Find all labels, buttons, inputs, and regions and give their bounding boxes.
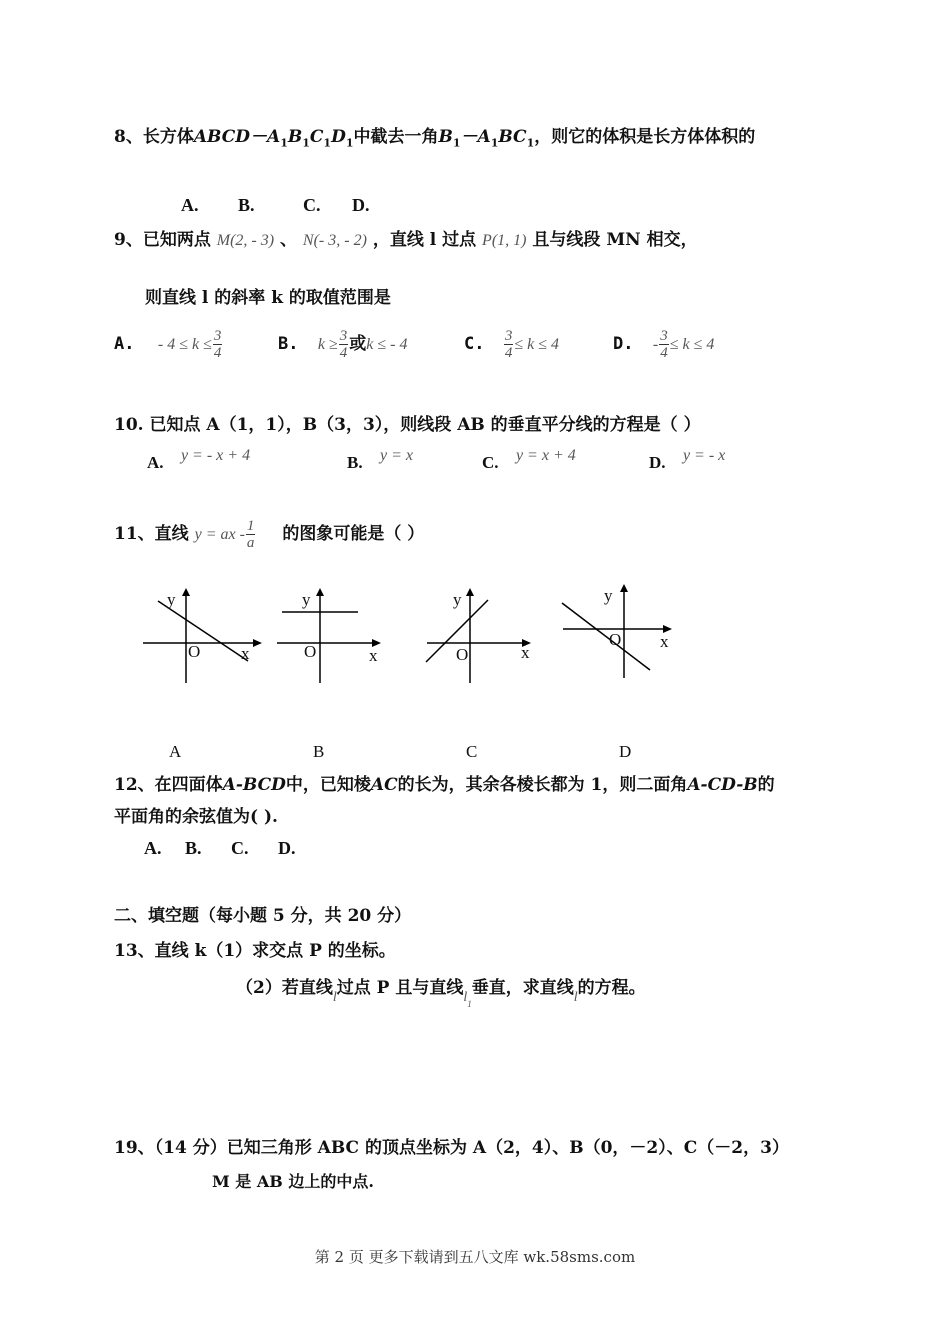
q9-line2: 则直线 l 的斜率 k 的取值范围是 — [145, 288, 391, 308]
graph-d-x-label: x — [660, 632, 669, 651]
section-heading: 二、填空题（每小题 5 分，共 20 分） — [114, 906, 412, 926]
q8-stem: 8、长方体$ABCD-A_1B_1C_1D_1$中截去一角$B_1-A_1BC_1$，则它的体积是长方体体积的 — [114, 127, 756, 150]
q10-option-c[interactable]: C. y = x + 4 — [482, 447, 576, 472]
q12-option-a[interactable]: A. — [144, 838, 162, 858]
q13-line2: （2）若直线$_l$过点 P 且与直线$_{l1}$垂直，求直线$_l$的方程。 — [236, 978, 646, 1010]
fraction: $\frac{1}{a}$ — [246, 518, 255, 551]
graph-c-y-label: y — [453, 590, 462, 609]
graph-a-origin-label: O — [188, 642, 201, 661]
q19-line2: M 是 AB 边上的中点. — [212, 1172, 374, 1191]
q10-option-a[interactable]: A. y = - x + 4 — [147, 447, 251, 472]
graph-c[interactable] — [422, 588, 542, 688]
graph-b[interactable] — [272, 588, 392, 688]
q8-option-b[interactable]: B. — [238, 195, 255, 215]
q9-point-m: M(2, - 3) — [216, 232, 275, 249]
fraction: $\frac{3}{4}$ — [504, 328, 513, 361]
graph-c-label[interactable]: C — [466, 742, 478, 761]
q9-option-b[interactable]: B. k ≥ $\frac{3}{4}$ 或k ≤ - 4 — [278, 328, 408, 361]
q12-option-d[interactable]: D. — [278, 838, 296, 858]
fraction: $\frac{3}{4}$ — [660, 328, 668, 361]
q10-stem: 10. 已知点 A（1，1），B（3，3），则线段 AB 的垂直平分线的方程是（ ） — [114, 415, 701, 435]
q8-option-a[interactable]: A. — [181, 195, 199, 215]
q10-option-b[interactable]: B. y = x — [347, 447, 413, 472]
q19-line1: 19、（14 分）已知三角形 ABC 的顶点坐标为 A（2，4）、B（0，－2）、C（－2，3） — [114, 1138, 789, 1158]
q12-option-b[interactable]: B. — [185, 838, 202, 858]
graph-c-origin-label: O — [456, 645, 469, 664]
graph-b-x-label: x — [369, 646, 378, 665]
q13-line1: 13、直线 k（1）求交点 P 的坐标。 — [114, 941, 396, 961]
graph-a-x-label: x — [241, 644, 250, 663]
q12-line2: 平面角的余弦值为( ). — [114, 807, 278, 827]
q9-point-p: P(1, 1) — [482, 232, 527, 249]
graph-d-origin-label: O — [609, 630, 622, 649]
graph-c-x-label: x — [521, 643, 530, 662]
q10-option-d[interactable]: D. y = - x — [649, 447, 726, 472]
q9-stem: 9、已知两点 M(2, - 3) 、 N(- 3, - 2) ，直线 l 过点 P(1, 1) 且与线段 MN 相交， — [114, 230, 698, 250]
q8-option-d[interactable]: D. — [352, 195, 370, 215]
q12-line1: 12、在四面体A-BCD中，已知棱AC的长为，其余各棱长都为 1，则二面角A-CD-B的 — [114, 775, 775, 795]
graph-a-label[interactable]: A — [169, 742, 182, 761]
q9-option-d[interactable]: D. - $\frac{3}{4}$ ≤ k ≤ 4 — [613, 328, 715, 361]
fraction: $\frac{3}{4}$ — [213, 328, 222, 361]
page-footer: 第 2 页 更多下载请到五八文库 wk.58sms.com — [314, 1248, 636, 1266]
graph-a-y-label: y — [167, 590, 176, 609]
graph-d-label[interactable]: D — [619, 742, 632, 761]
graph-d-y-label: y — [604, 586, 613, 605]
graph-b-label[interactable]: B — [313, 742, 325, 761]
q9-point-n: N(- 3, - 2) — [302, 232, 367, 249]
graph-b-y-label: y — [302, 590, 311, 609]
fraction: $\frac{3}{4}$ — [339, 328, 348, 361]
graph-b-origin-label: O — [304, 642, 317, 661]
q11-stem: 11、直线 y = ax - $\frac{1}{a}$ 的图象可能是（ ） — [114, 518, 425, 551]
q9-option-a[interactable]: A. - 4 ≤ k ≤ $\frac{3}{4}$ — [114, 328, 222, 361]
q12-option-c[interactable]: C. — [231, 838, 249, 858]
q9-option-c[interactable]: C. $\frac{3}{4}$ ≤ k ≤ 4 — [464, 328, 560, 361]
graph-a[interactable] — [138, 588, 268, 688]
q8-option-c[interactable]: C. — [303, 195, 321, 215]
